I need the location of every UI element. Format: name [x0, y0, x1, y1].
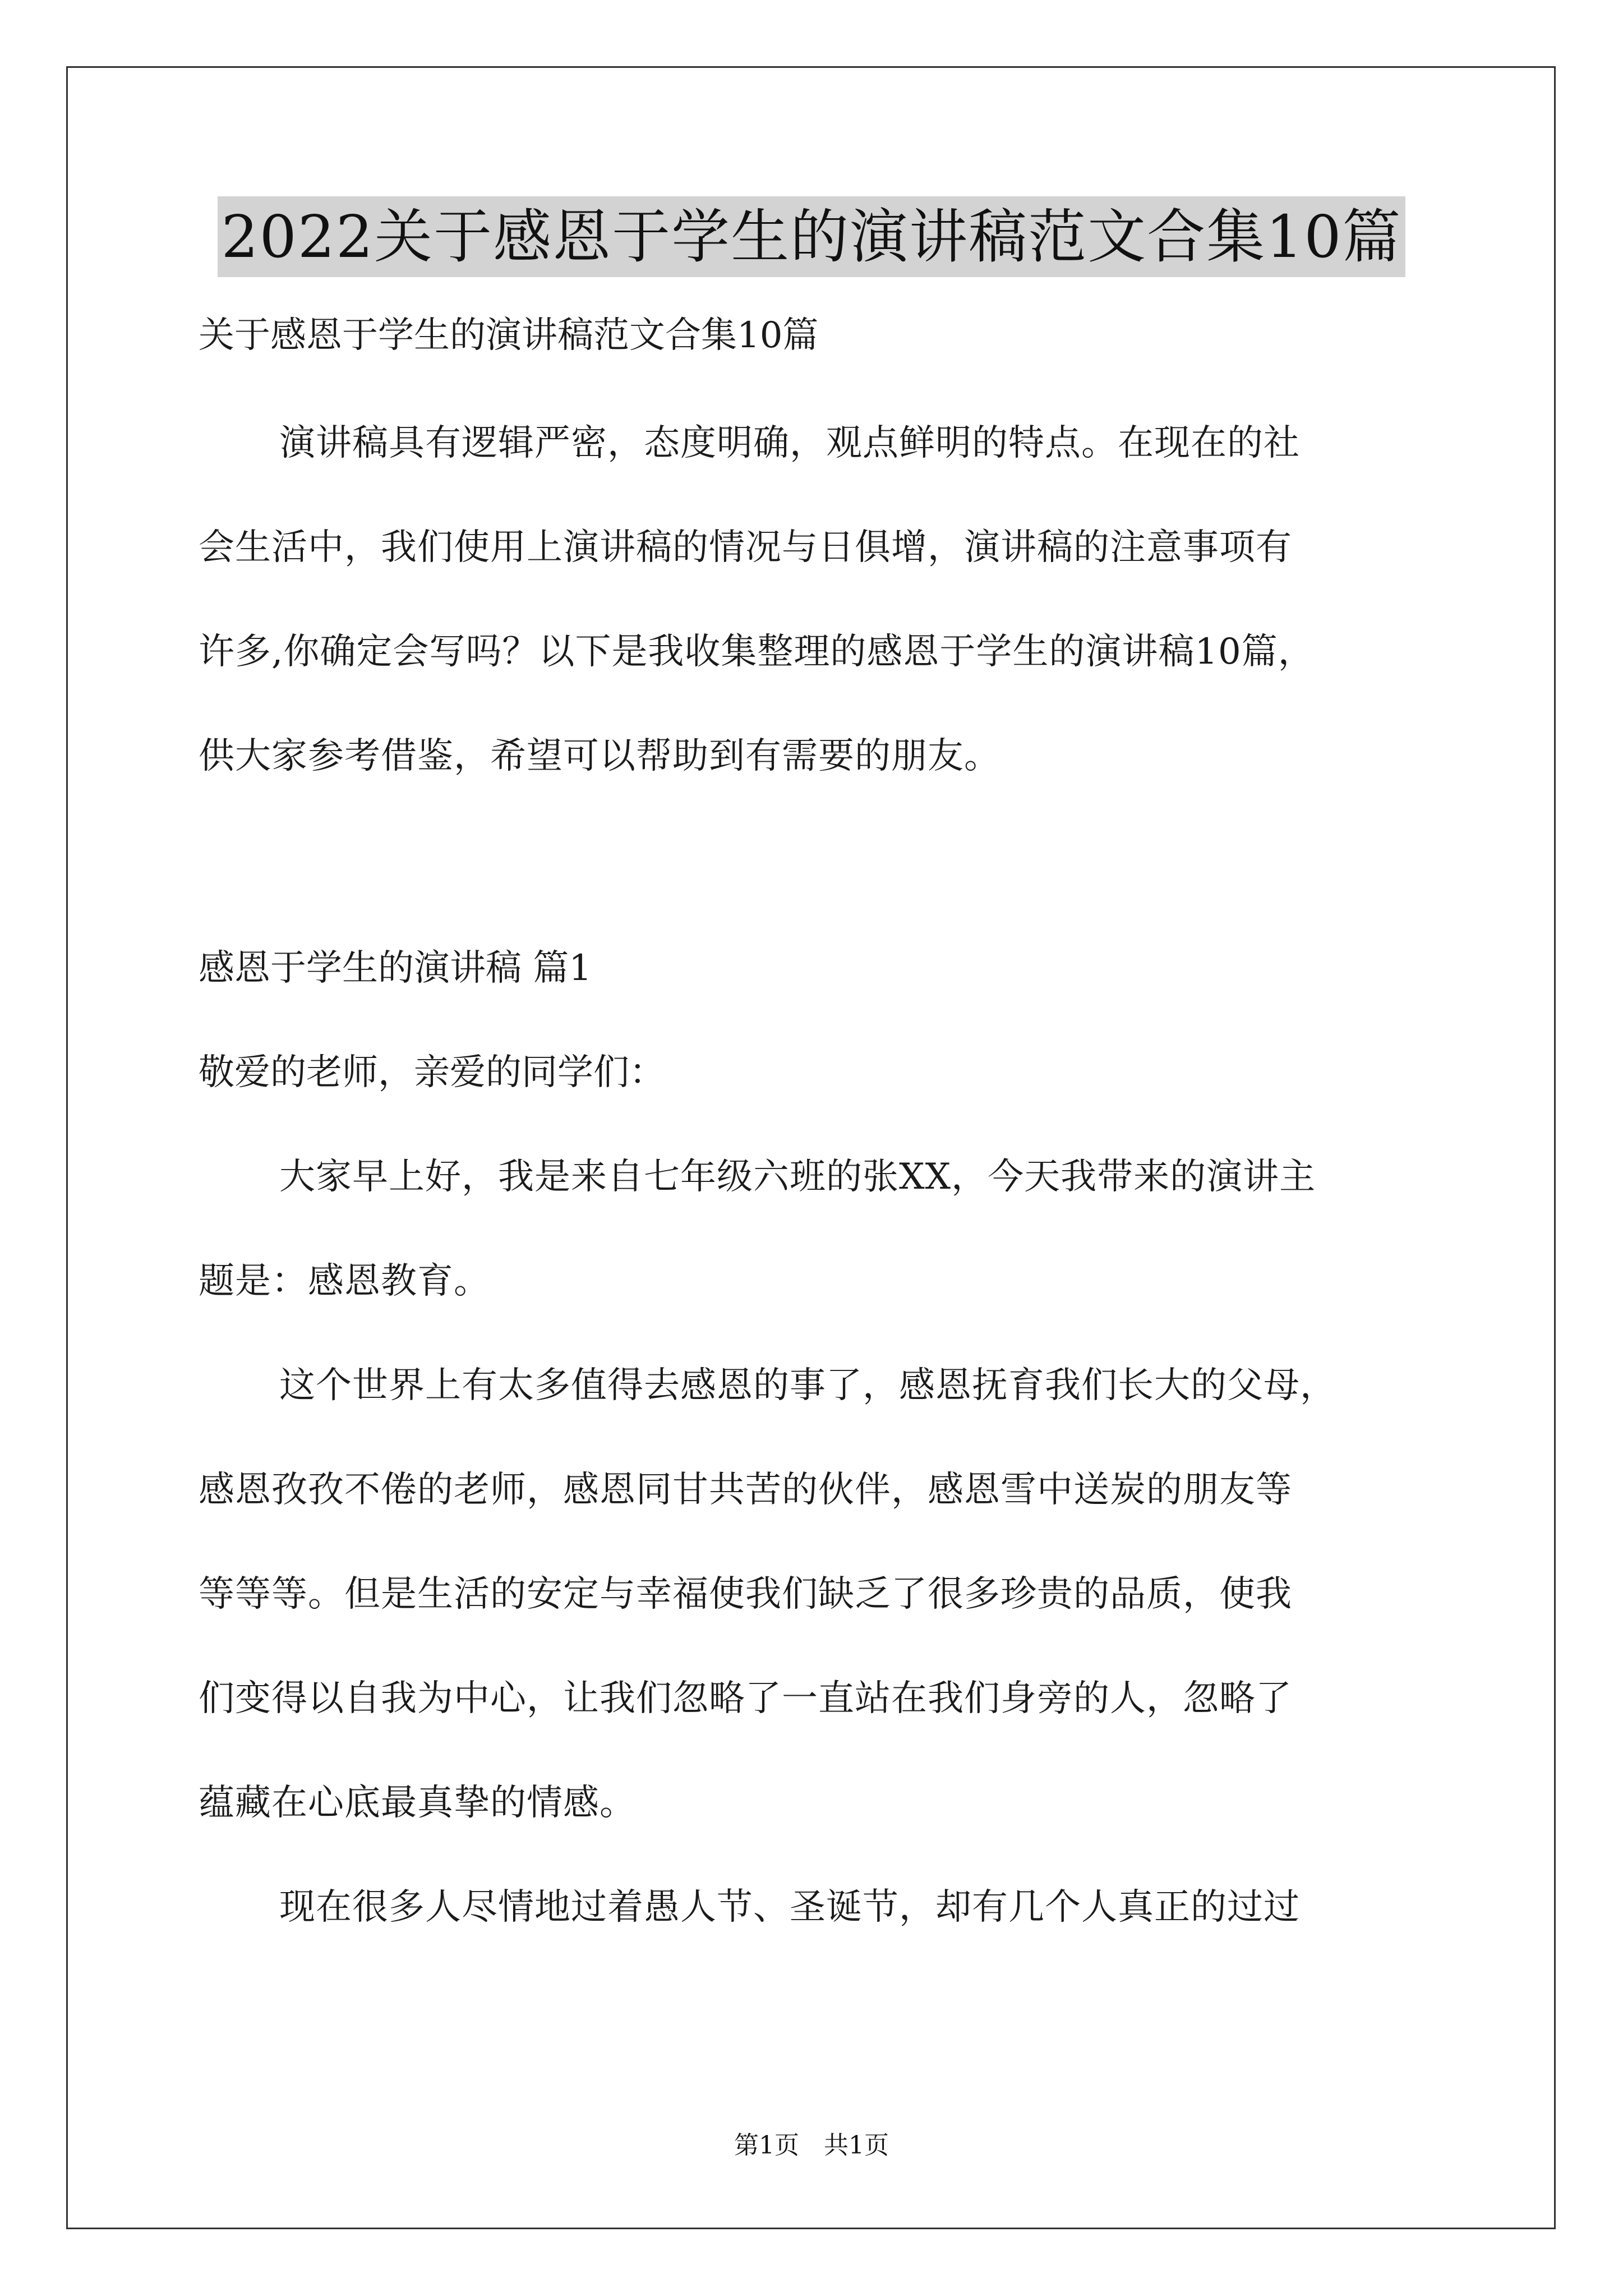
paragraph-line: 蕴藏在心底最真挚的情感。 [199, 1782, 636, 1824]
paragraph-line: 这个世界上有太多值得去感恩的事了，感恩抚育我们长大的父母， [279, 1365, 1336, 1406]
greeting: 敬爱的老师，亲爱的同学们： [199, 1052, 665, 1093]
title-block [0, 196, 1623, 277]
paragraph-line: 们变得以自我为中心，让我们忽略了一直站在我们身旁的人，忽略了 [199, 1678, 1292, 1719]
paragraph-line: 大家早上好，我是来自七年级六班的张XX，今天我带来的演讲主 [279, 1156, 1316, 1198]
document-body [199, 309, 1432, 1934]
paragraph-line: 题是：感恩教育。 [199, 1260, 490, 1302]
document-subtitle: 关于感恩于学生的演讲稿范文合集10篇 [199, 315, 819, 356]
intro-line: 供大家参考借鉴，希望可以帮助到有需要的朋友。 [199, 735, 1000, 777]
intro-line: 演讲稿具有逻辑严密，态度明确，观点鲜明的特点。在现在的社 [279, 422, 1300, 464]
body-paragraph [199, 1359, 1432, 1830]
paragraph-line: 感恩孜孜不倦的老师，感恩同甘共苦的伙伴，感恩雪中送炭的朋友等 [199, 1469, 1292, 1511]
section-heading: 感恩于学生的演讲稿 篇1 [199, 947, 592, 989]
intro-line: 会生活中，我们使用上演讲稿的情况与日俱增，演讲稿的注意事项有 [199, 527, 1292, 568]
body-paragraph [199, 1880, 1432, 1934]
intro-line: 许多,你确定会写吗？以下是我收集整理的感恩于学生的演讲稿10篇， [199, 631, 1315, 673]
document-title: 2022关于感恩于学生的演讲稿范文合集10篇 [218, 196, 1405, 277]
paragraph-line: 等等等。但是生活的安定与幸福使我们缺乏了很多珍贵的品质，使我 [199, 1573, 1292, 1615]
page-total: 共1页 [824, 2131, 889, 2160]
page-footer [0, 2129, 1623, 2162]
paragraph-line: 现在很多人尽情地过着愚人节、圣诞节，却有几个人真正的过过 [279, 1887, 1300, 1928]
page-number: 第1页 [734, 2131, 799, 2160]
intro-paragraph [199, 416, 1432, 783]
body-paragraph [199, 1150, 1432, 1308]
